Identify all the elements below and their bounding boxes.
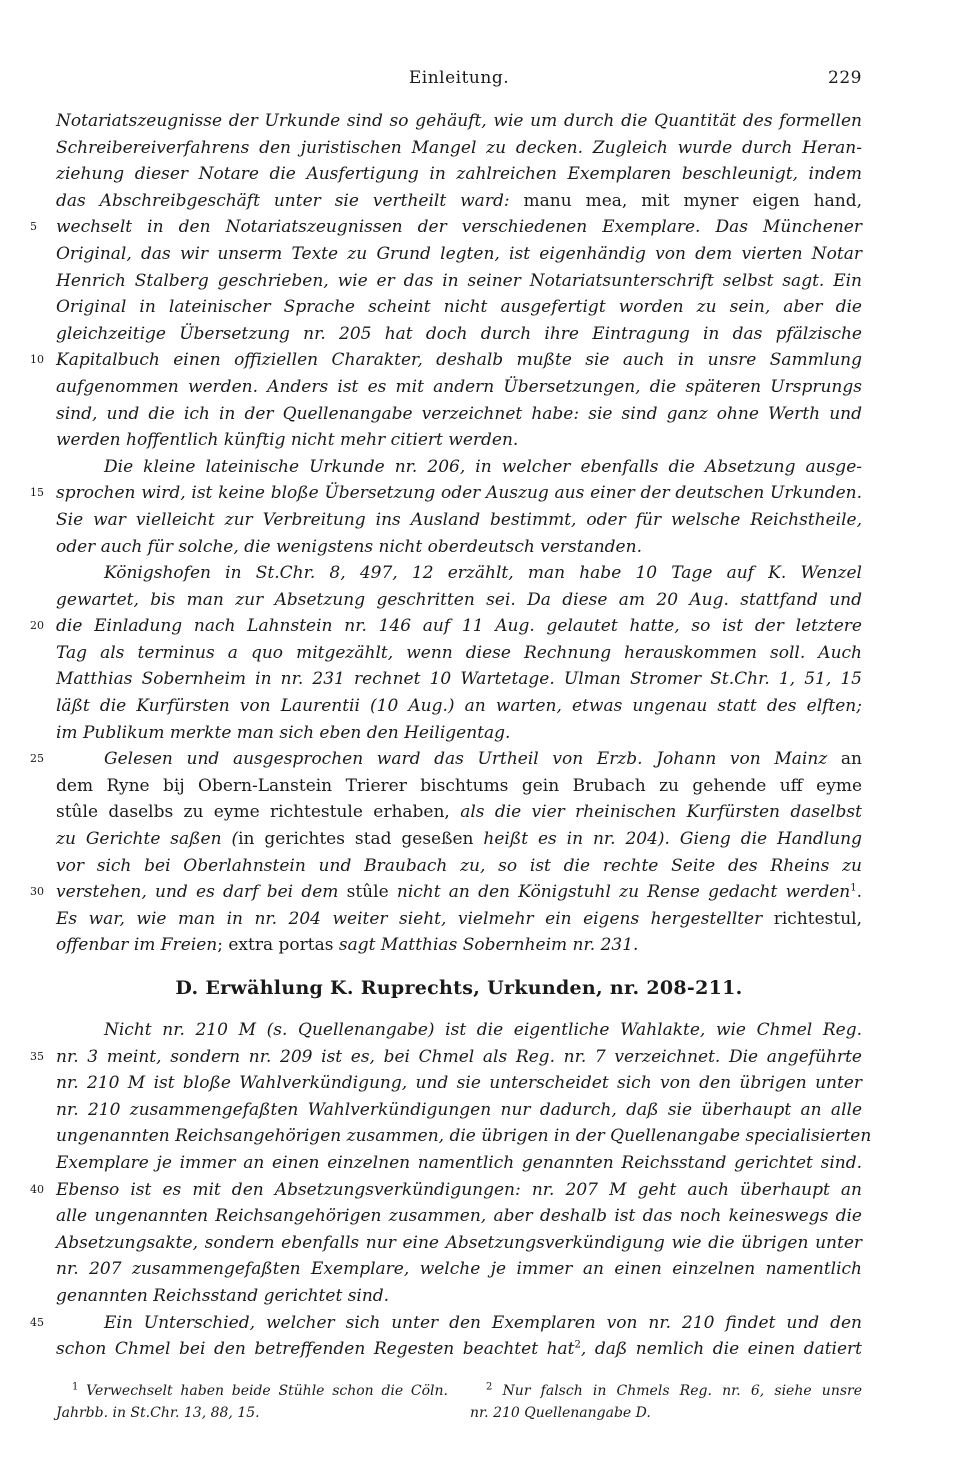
text-line: ziehung dieser Notare die Ausfertigung in zahlreichen Exemplaren beschleunigt, indem [56, 164, 862, 185]
text-line: läßt die Kurfürsten von Laurentii (10 Aug.) an warten, etwas ungenau statt des elften; [56, 696, 862, 717]
text-span: heißt es in nr. 204). Gieng die Handlung [483, 829, 862, 850]
line-number: 15 [30, 486, 44, 500]
text-line [30, 214, 862, 241]
text-span: stûle [346, 882, 389, 903]
line-number: 40 [30, 1182, 44, 1196]
text-line: Königshofen in St.Chr. 8, 497, 12 erzählt, man habe 10 Tage auf K. Wenzel [104, 563, 862, 584]
text-line [30, 746, 862, 773]
footnote-line: nr. 210 Quellenangabe D. [470, 1405, 651, 1421]
text-line: Notariatszeugnisse der Urkunde sind so gehäuft, wie um durch die Quantität des formellen [56, 111, 862, 131]
text-line: sind, und die ich in der Quellenangabe verzeichnet habe: sie sind ganz ohne Werth und [56, 403, 862, 424]
text-line: Original, das wir unserm Texte zu Grund legten, ist eigenhändig von dem vierten Notar [56, 243, 862, 264]
section-heading: D. Erwählung K. Ruprechts, Urkunden, nr. 208-211. [175, 977, 743, 999]
text-line [30, 613, 862, 640]
text-line: Original in lateinischer Sprache scheint nicht ausgefertigt worden zu sein, aber die [56, 297, 862, 318]
text-line: ungenannten Reichsangehörigen zusammen, die übrigen in der Quellenangabe specialisierten [56, 1126, 872, 1147]
text-line: gleichzeitige Übersetzung nr. 205 hat doch durch ihre Eintragung in das pfälzische [56, 323, 862, 344]
text-line: Schreibereiverfahrens den juristischen Mangel zu decken. Zugleich wurde durch Heran- [56, 137, 862, 158]
line-number: 25 [30, 752, 44, 766]
text-line: im Publikum merkte man sich eben den Heiligentag. [56, 722, 511, 743]
body-text [30, 108, 872, 1363]
text-span: Verwechselt haben beide Stühle schon die Cöln. [86, 1383, 448, 1399]
line-number: 45 [30, 1315, 44, 1329]
text-span: . [856, 882, 862, 903]
text-line: Matthias Sobernheim in nr. 231 rechnet 10 Wartetage. Ulman Stromer St.Chr. 1, 51, 15 [56, 669, 862, 690]
text-span: an [840, 749, 862, 770]
line-number: 10 [30, 353, 44, 367]
running-head-title: Einleitung. [408, 68, 510, 88]
text-line [56, 932, 862, 959]
text-span: , daß nemlich die einen datiert [580, 1339, 862, 1360]
text-line [56, 1336, 862, 1363]
text-span: richtestul, [773, 908, 862, 929]
text-line [30, 347, 862, 374]
text-line: Henrich Stalberg geschrieben, wie er das in seiner Notariatsunterschrift selbst sagt. Ein [56, 270, 862, 291]
text-line [30, 879, 862, 906]
line-number: 30 [30, 885, 44, 899]
text-line: nr. 210 M ist bloße Wahlverkündigung, und sie unterscheidet sich von den übrigen unter [56, 1073, 862, 1094]
text-line: Sie war vielleicht zur Verbreitung ins Ausland bestimmt, oder für welsche Reichstheile, [56, 509, 862, 530]
text-line: Exemplare je immer an einen einzelnen namentlich genannten Reichsstand gerichtet sind. [56, 1152, 862, 1173]
text-line: aufgenommen werden. Anders ist es mit andern Übersetzungen, die späteren Ursprungs [56, 376, 862, 397]
text-line: alle ungenannten Reichsangehörigen zusammen, aber deshalb ist das noch keineswegs die [56, 1206, 862, 1227]
footnote-line [470, 1380, 862, 1402]
text-line: oder auch für solche, die wenigstens nicht oberdeutsch verstanden. [56, 536, 642, 557]
text-span: offenbar im Freien [56, 935, 218, 956]
text-span: Es war, wie man in nr. 204 weiter sieht, vielmehr ein eigens hergestellter [56, 908, 763, 929]
text-line [56, 906, 862, 933]
text-span: stûle daselbs zu eyme richtestule erhaben, [56, 802, 450, 823]
text-line: nr. 207 zusammengefaßten Exemplare, welche je immer an einen einzelnen namentlich [56, 1259, 862, 1280]
text-line: werden hoffentlich künftig nicht mehr citiert werden. [56, 430, 519, 451]
footnote-marker: 1 [72, 1381, 79, 1393]
text-span: in gerichtes stad geseßen [238, 829, 474, 850]
text-span: manu mea, mit myner eigen hand, [523, 190, 862, 211]
text-span: schon Chmel bei den betreffenden Regesten beachtet hat [56, 1339, 575, 1360]
text-span: zu Gerichte saßen ( [56, 829, 239, 850]
text-span: sagt Matthias Sobernheim nr. 231. [338, 935, 639, 956]
text-span: Ebenso ist es mit den Absetzungsverkündigungen: nr. 207 M geht auch überhaupt an [56, 1179, 862, 1200]
line-number: 35 [30, 1049, 44, 1063]
text-line: gewartet, bis man zur Absetzung geschritten sei. Da diese am 20 Aug. stattfand und [56, 589, 862, 610]
running-head [56, 68, 862, 90]
text-line: Tag als terminus a quo mitgezählt, wenn diese Rechnung herauskommen soll. Auch [56, 642, 862, 663]
text-line: vor sich bei Oberlahnstein und Braubach zu, so ist die rechte Seite des Rheins zu [56, 855, 862, 876]
text-line [30, 1310, 862, 1337]
line-number: 5 [30, 220, 37, 234]
text-span: Gelesen und ausgesprochen ward das Urtheil von Erzb. Johann von Mainz [104, 749, 828, 770]
text-span: Ein Unterschied, welcher sich unter den Exemplaren von nr. 210 findet und den [104, 1312, 862, 1333]
text-line: Absetzungsakte, sondern ebenfalls nur eine Absetzungsverkündigung wie die übrigen unter [56, 1232, 862, 1253]
page-number: 229 [828, 68, 862, 88]
footnote-reference: 2 [574, 1339, 581, 1351]
text-line: Nicht nr. 210 M (s. Quellenangabe) ist die eigentliche Wahlakte, wie Chmel Reg. [104, 1020, 862, 1040]
text-line: nr. 210 zusammengefaßten Wahlverkündigungen nur dadurch, daß sie überhaupt an alle [56, 1099, 862, 1120]
line-number: 20 [30, 619, 44, 633]
text-span: Nur falsch in Chmels Reg. nr. 6, siehe unsre [502, 1383, 862, 1399]
text-span: die Einladung nach Lahnstein nr. 146 auf 11 Aug. gelautet hatte, so ist der letztere [56, 616, 862, 637]
text-line [56, 799, 862, 826]
footnote-reference: 1 [850, 882, 857, 894]
footnote-1 [56, 1380, 448, 1424]
text-span: das Abschreibgeschäft unter sie vertheilt ward: [56, 190, 510, 211]
text-line [56, 188, 862, 215]
footnote-marker: 2 [486, 1381, 493, 1393]
text-line: genannten Reichsstand gerichtet sind. [56, 1285, 390, 1306]
text-span: Kapitalbuch einen offiziellen Charakter, deshalb mußte sie auch in unsre Sammlung [56, 350, 862, 371]
text-line [56, 826, 862, 853]
text-span: verstehen, und es darf bei dem [56, 882, 339, 903]
text-line: dem Ryne bij Obern-Lanstein Trierer bischtums gein Brubach zu gehende uff eyme [56, 775, 862, 796]
footnote-line [56, 1380, 448, 1402]
text-span: ; extra portas [217, 935, 334, 956]
text-span: als die vier rheinischen Kurfürsten daselbst [460, 802, 862, 823]
footnote-2 [470, 1380, 862, 1424]
text-span: nr. 3 meint, sondern nr. 209 ist es, bei Chmel als Reg. nr. 7 verzeichnet. Die angeführte [56, 1046, 862, 1067]
text-span: nicht an den Königstuhl zu Rense gedacht werden [396, 882, 851, 903]
text-line [30, 480, 862, 507]
text-span: sprochen wird, ist keine bloße Übersetzung oder Auszug aus einer der deutschen Urkunden. [56, 483, 862, 504]
footnote-line: Jahrbb. in St.Chr. 13, 88, 15. [56, 1405, 260, 1421]
text-line: Die kleine lateinische Urkunde nr. 206, in welcher ebenfalls die Absetzung ausge- [104, 456, 862, 477]
text-line [30, 1044, 862, 1071]
text-span: wechselt in den Notariatszeugnissen der verschiedenen Exemplare. Das Münchener [56, 217, 862, 238]
text-line [30, 1177, 862, 1204]
